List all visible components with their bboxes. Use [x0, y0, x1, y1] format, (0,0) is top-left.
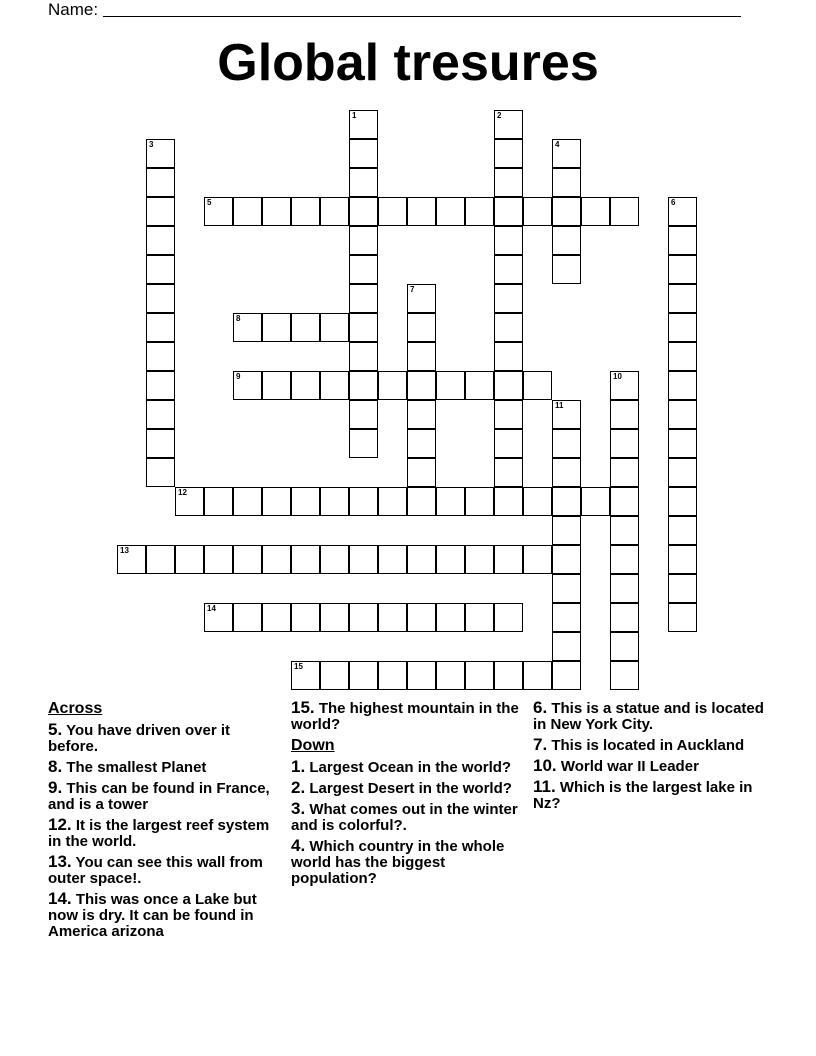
clue-text: You have driven over it before.	[48, 722, 231, 755]
grid-cell[interactable]	[610, 487, 639, 516]
grid-cell[interactable]	[146, 255, 175, 284]
grid-cell[interactable]	[523, 487, 552, 516]
grid-cell[interactable]	[146, 458, 175, 487]
grid-cell[interactable]	[407, 429, 436, 458]
grid-cell[interactable]	[291, 197, 320, 226]
grid-cell[interactable]	[552, 197, 581, 226]
grid-cell[interactable]	[552, 168, 581, 197]
grid-cell[interactable]	[291, 371, 320, 400]
clue-across-13	[48, 854, 280, 887]
grid-cell[interactable]	[465, 487, 494, 516]
clue-text: World war II Leader	[560, 758, 699, 775]
across-heading: Across	[48, 700, 103, 717]
clue-number: 13.	[48, 852, 72, 871]
grid-cell[interactable]	[349, 545, 378, 574]
clue-number: 10.	[533, 756, 557, 775]
grid-cell[interactable]	[465, 661, 494, 690]
grid-cell[interactable]	[320, 545, 349, 574]
cell-number: 4	[555, 140, 560, 149]
grid-cell[interactable]	[407, 197, 436, 226]
grid-cell[interactable]	[494, 139, 523, 168]
cell-number: 9	[236, 372, 241, 381]
grid-cell[interactable]	[262, 197, 291, 226]
grid-cell[interactable]	[668, 197, 697, 226]
clue-down-6	[533, 700, 765, 733]
grid-cell[interactable]	[320, 371, 349, 400]
grid-cell[interactable]	[349, 255, 378, 284]
grid-cell[interactable]	[668, 313, 697, 342]
grid-cell[interactable]	[552, 632, 581, 661]
clue-text: Largest Desert in the world?	[309, 780, 512, 797]
grid-cell[interactable]	[523, 661, 552, 690]
grid-cell[interactable]	[349, 168, 378, 197]
grid-cell[interactable]	[610, 458, 639, 487]
grid-cell[interactable]	[349, 342, 378, 371]
grid-cell[interactable]	[407, 603, 436, 632]
clue-across-12	[48, 817, 280, 850]
cell-number: 13	[120, 546, 129, 555]
grid-cell[interactable]	[668, 603, 697, 632]
grid-cell[interactable]	[146, 400, 175, 429]
grid-cell[interactable]	[465, 371, 494, 400]
cell-number: 11	[555, 401, 564, 410]
grid-cell[interactable]	[378, 487, 407, 516]
grid-cell[interactable]	[320, 603, 349, 632]
grid-cell[interactable]	[349, 661, 378, 690]
grid-cell[interactable]	[552, 139, 581, 168]
grid-cell[interactable]	[465, 603, 494, 632]
grid-cell[interactable]	[668, 371, 697, 400]
clue-text: Largest Ocean in the world?	[309, 759, 512, 776]
grid-cell[interactable]	[668, 487, 697, 516]
grid-cell[interactable]	[552, 429, 581, 458]
grid-cell[interactable]	[349, 110, 378, 139]
grid-cell[interactable]	[262, 545, 291, 574]
grid-cell[interactable]	[436, 487, 465, 516]
grid-cell[interactable]	[320, 487, 349, 516]
page-title: Global tresures	[217, 34, 599, 92]
grid-cell[interactable]	[378, 197, 407, 226]
grid-cell[interactable]	[494, 255, 523, 284]
clue-down-3	[291, 801, 523, 834]
grid-cell[interactable]	[668, 516, 697, 545]
grid-cell[interactable]	[407, 458, 436, 487]
clue-down-7	[533, 737, 765, 754]
cell-number: 7	[410, 285, 415, 294]
grid-cell[interactable]	[378, 603, 407, 632]
grid-cell[interactable]	[146, 371, 175, 400]
grid-cell[interactable]	[233, 197, 262, 226]
grid-cell[interactable]	[552, 545, 581, 574]
grid-cell[interactable]	[610, 574, 639, 603]
grid-cell[interactable]	[349, 371, 378, 400]
grid-cell[interactable]	[233, 487, 262, 516]
clue-text: It is the largest reef system in the world.	[48, 817, 270, 850]
grid-cell[interactable]	[610, 632, 639, 661]
grid-cell[interactable]	[494, 226, 523, 255]
grid-cell[interactable]	[320, 661, 349, 690]
cell-number: 6	[671, 198, 676, 207]
grid-cell[interactable]	[668, 574, 697, 603]
grid-cell[interactable]	[552, 603, 581, 632]
grid-cell[interactable]	[291, 313, 320, 342]
grid-cell[interactable]	[146, 139, 175, 168]
grid-cell[interactable]	[291, 661, 320, 690]
clue-number: 5.	[48, 720, 63, 739]
clue-number: 15.	[291, 698, 315, 717]
grid-cell[interactable]	[407, 487, 436, 516]
grid-cell[interactable]	[204, 197, 233, 226]
grid-cell[interactable]	[552, 255, 581, 284]
grid-cell[interactable]	[233, 603, 262, 632]
grid-cell[interactable]	[407, 342, 436, 371]
cell-number: 1	[352, 111, 357, 120]
clue-across-5	[48, 722, 280, 755]
clue-down-4	[291, 838, 523, 887]
grid-cell[interactable]	[494, 342, 523, 371]
clue-number: 11.	[533, 777, 556, 796]
grid-cell[interactable]	[494, 284, 523, 313]
grid-cell[interactable]	[349, 197, 378, 226]
cell-number: 10	[613, 372, 622, 381]
clue-number: 8.	[48, 757, 63, 776]
grid-cell[interactable]	[552, 516, 581, 545]
grid-cell[interactable]	[552, 661, 581, 690]
cell-number: 2	[497, 111, 502, 120]
clue-text: This can be found in France, and is a tower	[48, 780, 270, 813]
grid-cell[interactable]	[494, 603, 523, 632]
grid-cell[interactable]	[668, 429, 697, 458]
grid-cell[interactable]	[349, 226, 378, 255]
grid-cell[interactable]	[349, 429, 378, 458]
grid-cell[interactable]	[465, 197, 494, 226]
clue-number: 6.	[533, 698, 548, 717]
clue-text: This is located in Auckland	[551, 737, 745, 754]
grid-cell[interactable]	[494, 313, 523, 342]
grid-cell[interactable]	[523, 371, 552, 400]
grid-cell[interactable]	[320, 313, 349, 342]
grid-cell[interactable]	[494, 458, 523, 487]
grid-cell[interactable]	[610, 371, 639, 400]
grid-cell[interactable]	[523, 545, 552, 574]
grid-cell[interactable]	[204, 487, 233, 516]
grid-cell[interactable]	[378, 545, 407, 574]
grid-cell[interactable]	[494, 110, 523, 139]
clue-number: 2.	[291, 778, 306, 797]
grid-cell[interactable]	[146, 197, 175, 226]
clue-down-10	[533, 758, 765, 775]
grid-cell[interactable]	[552, 400, 581, 429]
grid-cell[interactable]	[581, 197, 610, 226]
grid-cell[interactable]	[407, 661, 436, 690]
grid-cell[interactable]	[494, 545, 523, 574]
grid-cell[interactable]	[175, 487, 204, 516]
clue-text: You can see this wall from outer space!.	[48, 854, 263, 887]
clue-number: 4.	[291, 836, 306, 855]
clue-text: What comes out in the winter and is colorful?.	[291, 801, 518, 834]
grid-cell[interactable]	[494, 371, 523, 400]
grid-cell[interactable]	[407, 371, 436, 400]
grid-cell[interactable]	[233, 371, 262, 400]
clue-number: 12.	[48, 815, 72, 834]
grid-cell[interactable]	[349, 313, 378, 342]
clue-number: 14.	[48, 889, 72, 908]
grid-cell[interactable]	[407, 313, 436, 342]
grid-cell[interactable]	[581, 487, 610, 516]
grid-cell[interactable]	[610, 661, 639, 690]
grid-cell[interactable]	[349, 603, 378, 632]
grid-cell[interactable]	[494, 429, 523, 458]
cell-number: 3	[149, 140, 154, 149]
clue-across-15	[291, 700, 523, 733]
grid-cell[interactable]	[117, 545, 146, 574]
clue-text: Which country in the whole world has the biggest population?	[291, 838, 505, 887]
grid-cell[interactable]	[552, 226, 581, 255]
grid-cell[interactable]	[262, 603, 291, 632]
grid-cell[interactable]	[436, 603, 465, 632]
clue-down-2	[291, 780, 523, 797]
grid-cell[interactable]	[407, 400, 436, 429]
clue-number: 3.	[291, 799, 306, 818]
cell-number: 15	[294, 662, 303, 671]
grid-cell[interactable]	[610, 603, 639, 632]
grid-cell[interactable]	[436, 371, 465, 400]
grid-cell[interactable]	[146, 545, 175, 574]
grid-cell[interactable]	[349, 284, 378, 313]
grid-cell[interactable]	[610, 400, 639, 429]
grid-cell[interactable]	[233, 545, 262, 574]
grid-cell[interactable]	[552, 487, 581, 516]
grid-cell[interactable]	[668, 284, 697, 313]
grid-cell[interactable]	[204, 545, 233, 574]
grid-cell[interactable]	[610, 516, 639, 545]
clue-text: The highest mountain in the world?	[291, 700, 519, 733]
grid-cell[interactable]	[494, 168, 523, 197]
grid-cell[interactable]	[552, 574, 581, 603]
cell-number: 8	[236, 314, 241, 323]
clue-text: This was once a Lake but now is dry. It can be found in America arizona	[48, 891, 257, 940]
name-label: Name:	[48, 0, 99, 19]
grid-cell[interactable]	[175, 545, 204, 574]
grid-cell[interactable]	[668, 545, 697, 574]
grid-cell[interactable]	[610, 545, 639, 574]
grid-cell[interactable]	[494, 400, 523, 429]
grid-cell[interactable]	[291, 603, 320, 632]
grid-cell[interactable]	[291, 487, 320, 516]
grid-cell[interactable]	[668, 342, 697, 371]
grid-cell[interactable]	[465, 545, 494, 574]
grid-cell[interactable]	[349, 487, 378, 516]
grid-cell[interactable]	[668, 255, 697, 284]
clue-down-1	[291, 759, 523, 776]
clue-number: 1.	[291, 757, 306, 776]
grid-cell[interactable]	[146, 284, 175, 313]
clue-across-8	[48, 759, 280, 776]
grid-cell[interactable]	[668, 226, 697, 255]
clue-text: The smallest Planet	[66, 759, 207, 776]
grid-cell[interactable]	[204, 603, 233, 632]
cell-number: 5	[207, 198, 212, 207]
grid-cell[interactable]	[291, 545, 320, 574]
grid-cell[interactable]	[407, 284, 436, 313]
grid-cell[interactable]	[436, 197, 465, 226]
clues-column-3	[533, 700, 765, 816]
grid-cell[interactable]	[320, 197, 349, 226]
grid-cell[interactable]	[407, 545, 436, 574]
grid-cell[interactable]	[436, 545, 465, 574]
grid-cell[interactable]	[262, 487, 291, 516]
grid-cell[interactable]	[262, 371, 291, 400]
clue-number: 7.	[533, 735, 548, 754]
cell-number: 14	[207, 604, 216, 613]
grid-cell[interactable]	[349, 400, 378, 429]
grid-cell[interactable]	[610, 197, 639, 226]
clue-text: This is a statue and is located in New York City.	[533, 700, 764, 733]
grid-cell[interactable]	[668, 458, 697, 487]
grid-cell[interactable]	[146, 429, 175, 458]
down-heading: Down	[291, 737, 335, 754]
grid-cell[interactable]	[146, 313, 175, 342]
grid-cell[interactable]	[146, 226, 175, 255]
cell-number: 12	[178, 488, 187, 497]
grid-cell[interactable]	[436, 661, 465, 690]
grid-cell[interactable]	[378, 661, 407, 690]
grid-cell[interactable]	[552, 458, 581, 487]
clue-text: Which is the largest lake in Nz?	[533, 779, 753, 812]
clue-across-14	[48, 891, 280, 940]
grid-cell[interactable]	[494, 197, 523, 226]
grid-cell[interactable]	[523, 197, 552, 226]
grid-cell[interactable]	[610, 429, 639, 458]
grid-cell[interactable]	[494, 661, 523, 690]
grid-cell[interactable]	[378, 371, 407, 400]
grid-cell[interactable]	[146, 342, 175, 371]
clue-number: 9.	[48, 778, 63, 797]
grid-cell[interactable]	[668, 400, 697, 429]
grid-cell[interactable]	[262, 313, 291, 342]
grid-cell[interactable]	[146, 168, 175, 197]
clue-across-9	[48, 780, 280, 813]
clues-column-1	[48, 700, 280, 944]
grid-cell[interactable]	[233, 313, 262, 342]
grid-cell[interactable]	[349, 139, 378, 168]
grid-cell[interactable]	[494, 487, 523, 516]
clues-column-2	[291, 700, 523, 891]
clue-down-11	[533, 779, 765, 812]
